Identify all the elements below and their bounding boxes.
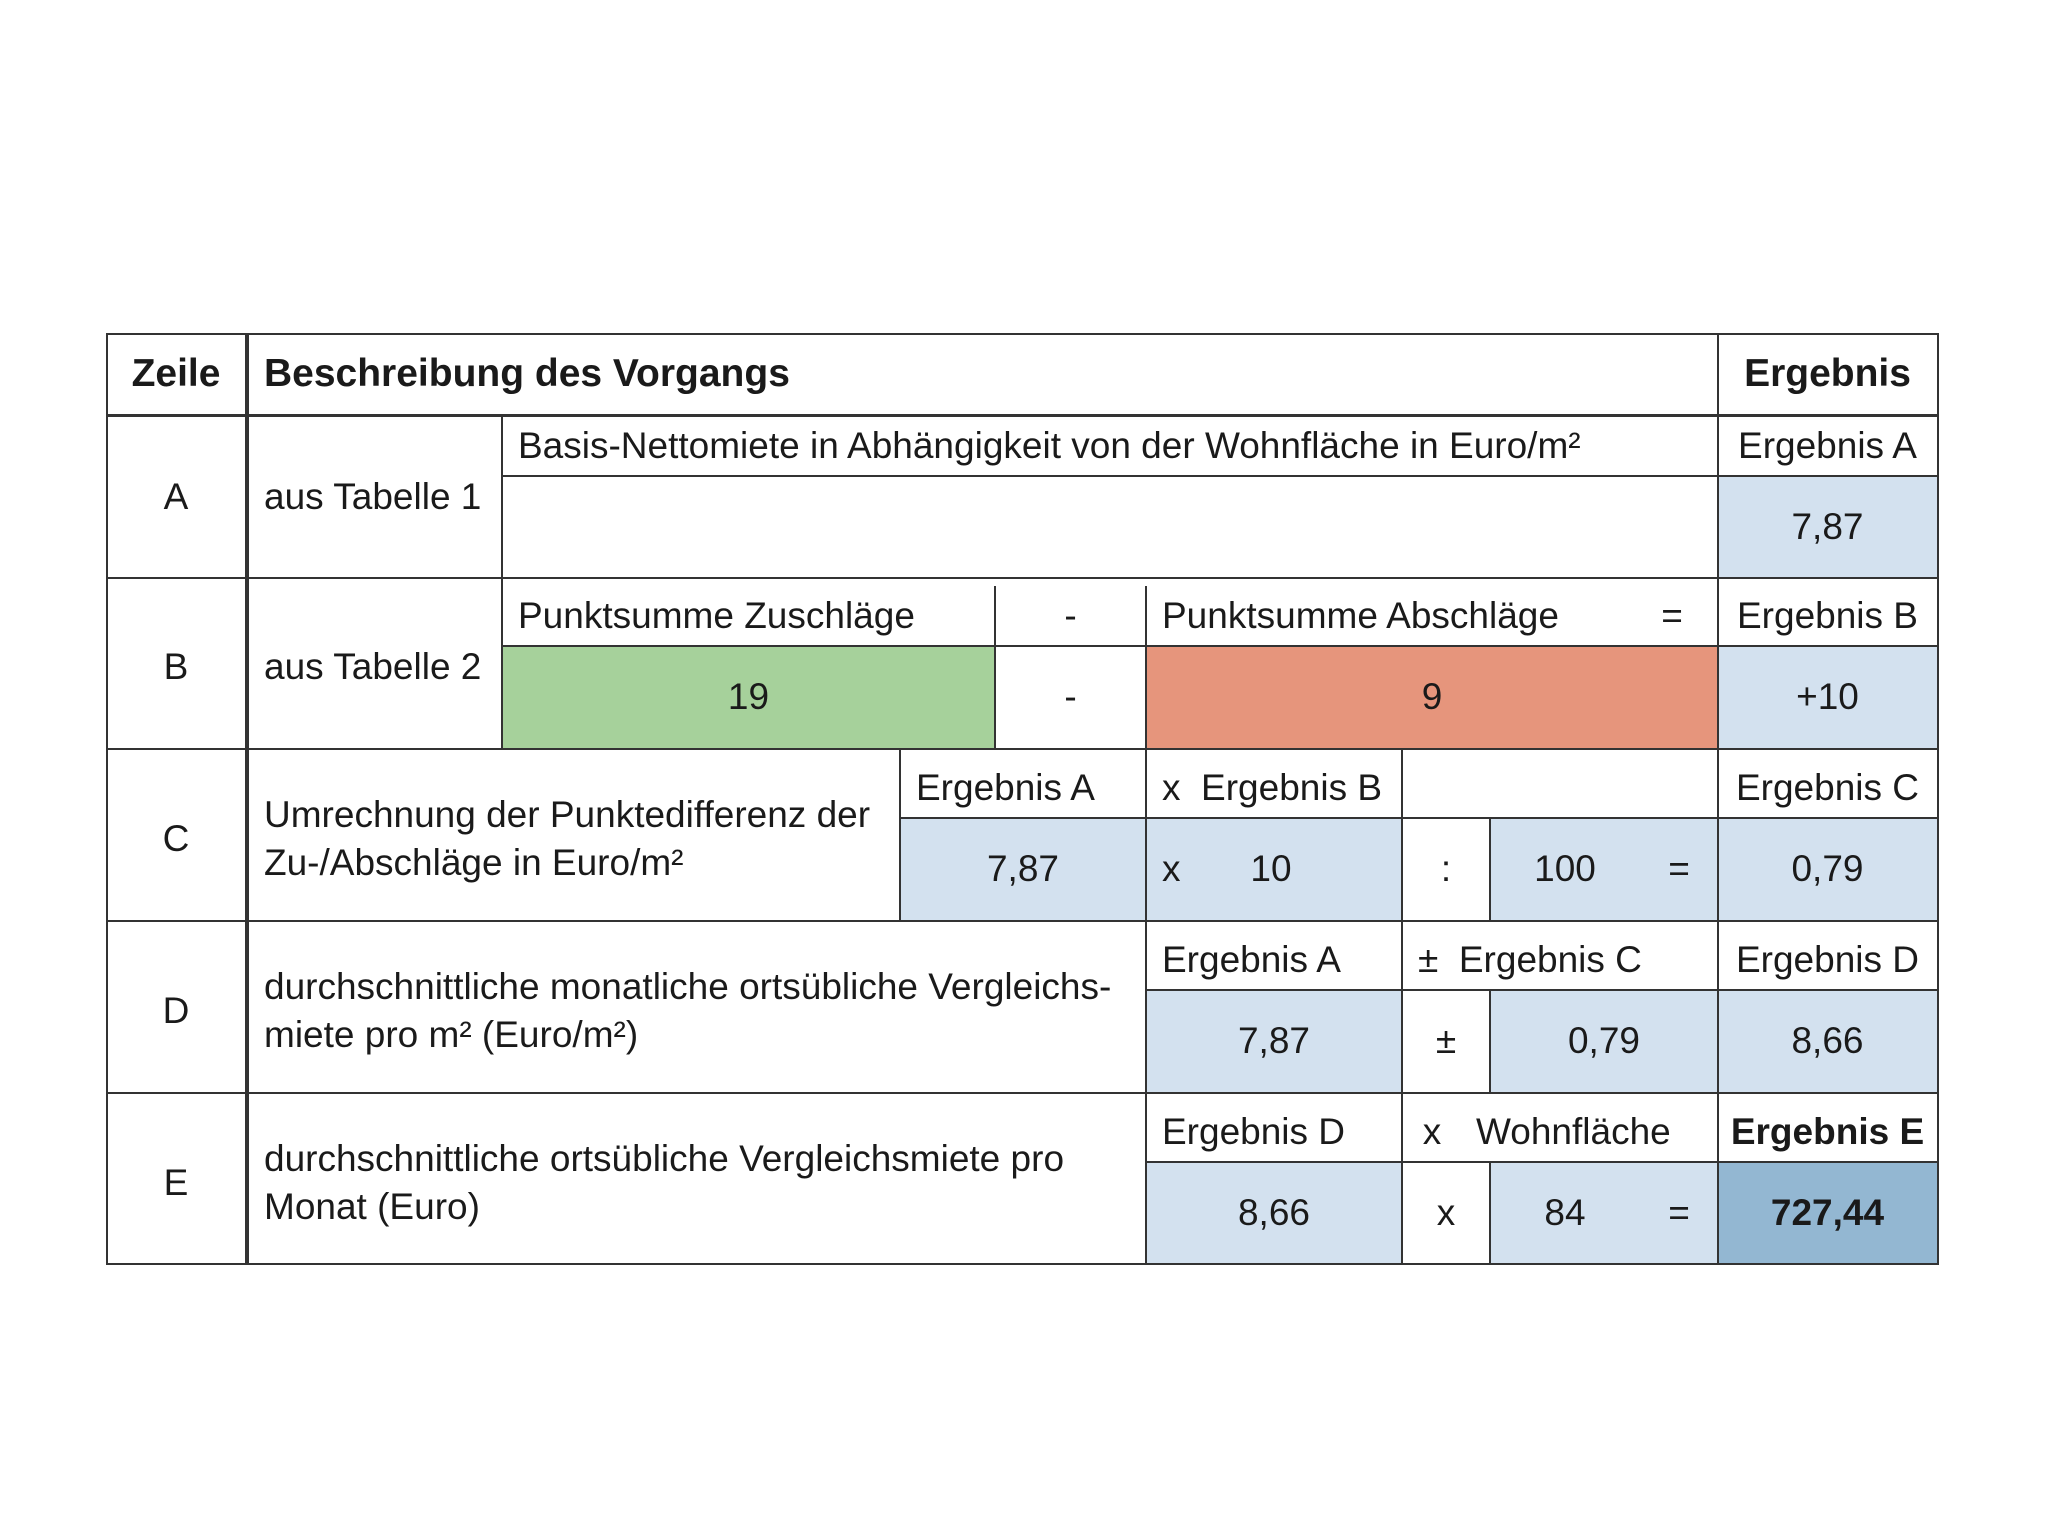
row-c-result-value: 0,79 <box>1791 847 1864 889</box>
row-c-description-line1: Umrechnung der Punktedifferenz der <box>264 793 871 835</box>
row-a-source: aus Tabelle 1 <box>264 475 482 517</box>
header-divider <box>106 414 1939 417</box>
grid-line <box>1489 1162 1491 1264</box>
grid-line <box>900 817 1939 819</box>
grid-line <box>1146 1161 1939 1163</box>
row-d-ergebnis-c-label: ± Ergebnis C <box>1418 938 1642 980</box>
header-ergebnis: Ergebnis <box>1744 351 1911 395</box>
grid-line <box>501 416 503 748</box>
row-d-pm: ± <box>1435 1019 1457 1061</box>
row-c-ergebnis-b-label: x Ergebnis B <box>1162 766 1383 808</box>
row-label-b: B <box>163 645 189 687</box>
row-b-result-value: +10 <box>1796 675 1859 717</box>
row-e-wohnflaeche-value: 84 <box>1544 1191 1586 1233</box>
row-d-description <box>248 930 1146 1092</box>
row-b-minus-label: - <box>1064 594 1077 636</box>
grid-line <box>1489 990 1491 1092</box>
row-c-divisor: 100 <box>1534 847 1596 889</box>
row-c-ergebnis-a-label: Ergebnis A <box>916 766 1095 808</box>
row-e-times-label: x <box>1422 1110 1442 1152</box>
header-beschreibung: Beschreibung des Vorgangs <box>264 351 790 395</box>
ergebnis-divider <box>1717 333 1719 1265</box>
row-b-equals: = <box>1661 594 1683 636</box>
row-e-equals: = <box>1668 1191 1690 1233</box>
grid-line <box>1401 750 1403 1264</box>
row-a-result-value: 7,87 <box>1791 505 1864 547</box>
table-border-right <box>1937 333 1939 1265</box>
row-divider <box>106 577 1939 579</box>
table-border-left <box>106 333 108 1265</box>
row-label-a: A <box>163 475 189 517</box>
row-a-result-label: Ergebnis A <box>1738 424 1917 466</box>
row-label-d: D <box>162 989 190 1031</box>
row-divider <box>106 748 1939 750</box>
zeile-divider <box>245 333 249 1265</box>
row-a-description <box>502 416 1718 476</box>
row-divider <box>106 1092 1939 1094</box>
row-e-result-value: 727,44 <box>1770 1191 1885 1233</box>
header-zeile: Zeile <box>131 351 221 395</box>
grid-line <box>899 750 901 920</box>
row-c-description <box>248 758 900 920</box>
row-b-zuschlaege-value: 19 <box>727 675 770 717</box>
row-c-result-label: Ergebnis C <box>1735 766 1920 808</box>
row-e-description-line1: durchschnittliche ortsübliche Vergleichsmiete pro <box>264 1137 1065 1179</box>
row-d-result-value: 8,66 <box>1791 1019 1864 1061</box>
row-e-ergebnis-d-value: 8,66 <box>1237 1191 1310 1233</box>
row-c-description-line2: Zu-/Abschläge in Euro/m² <box>264 842 684 883</box>
row-d-ergebnis-a-label: Ergebnis A <box>1162 938 1341 980</box>
row-d-description-line2: miete pro m² (Euro/m²) <box>264 1014 639 1055</box>
grid-line <box>994 586 996 748</box>
grid-line <box>502 645 1939 647</box>
row-d-result-label: Ergebnis D <box>1735 938 1920 980</box>
row-d-description-line1: durchschnittliche monatliche ortsübliche Vergleichs- <box>264 965 1112 1007</box>
table-border-bottom <box>106 1263 1939 1265</box>
row-c-ergebnis-b-value: 10 <box>1250 847 1292 889</box>
row-e-description-line2: Monat (Euro) <box>264 1186 480 1227</box>
row-e-ergebnis-d-label: Ergebnis D <box>1162 1110 1346 1152</box>
grid-line <box>502 475 1939 477</box>
row-e-result-label: Ergebnis E <box>1730 1110 1925 1152</box>
row-c-times: x <box>1162 847 1181 889</box>
row-b-abschlaege-label: Punktsumme Abschläge <box>1162 594 1559 636</box>
row-label-e: E <box>163 1161 189 1203</box>
row-c-divide: : <box>1440 847 1452 889</box>
row-b-zuschlaege-label: Punktsumme Zuschläge <box>518 594 915 636</box>
row-divider <box>106 920 1939 922</box>
row-b-abschlaege-value: 9 <box>1421 675 1443 717</box>
row-e-description <box>248 1102 1146 1264</box>
grid-line <box>1146 989 1939 991</box>
row-e-wohnflaeche-label: Wohnfläche <box>1476 1110 1671 1152</box>
row-e-times: x <box>1436 1191 1456 1233</box>
row-c-equals: = <box>1668 847 1690 889</box>
grid-line <box>1145 586 1147 1264</box>
grid-line <box>1489 818 1491 920</box>
row-b-source: aus Tabelle 2 <box>264 645 482 687</box>
row-d-ergebnis-c-value: 0,79 <box>1567 1019 1640 1061</box>
row-d-ergebnis-a-value: 7,87 <box>1237 1019 1310 1061</box>
row-label-c: C <box>162 817 190 859</box>
row-a-description-text: Basis-Nettomiete in Abhängigkeit von der Wohnfläche in Euro/m² <box>518 424 1581 466</box>
row-c-ergebnis-a-value: 7,87 <box>986 847 1059 889</box>
row-b-result-label: Ergebnis B <box>1737 594 1918 636</box>
table-border-top <box>106 333 1939 335</box>
row-b-minus-value: - <box>1064 675 1077 717</box>
